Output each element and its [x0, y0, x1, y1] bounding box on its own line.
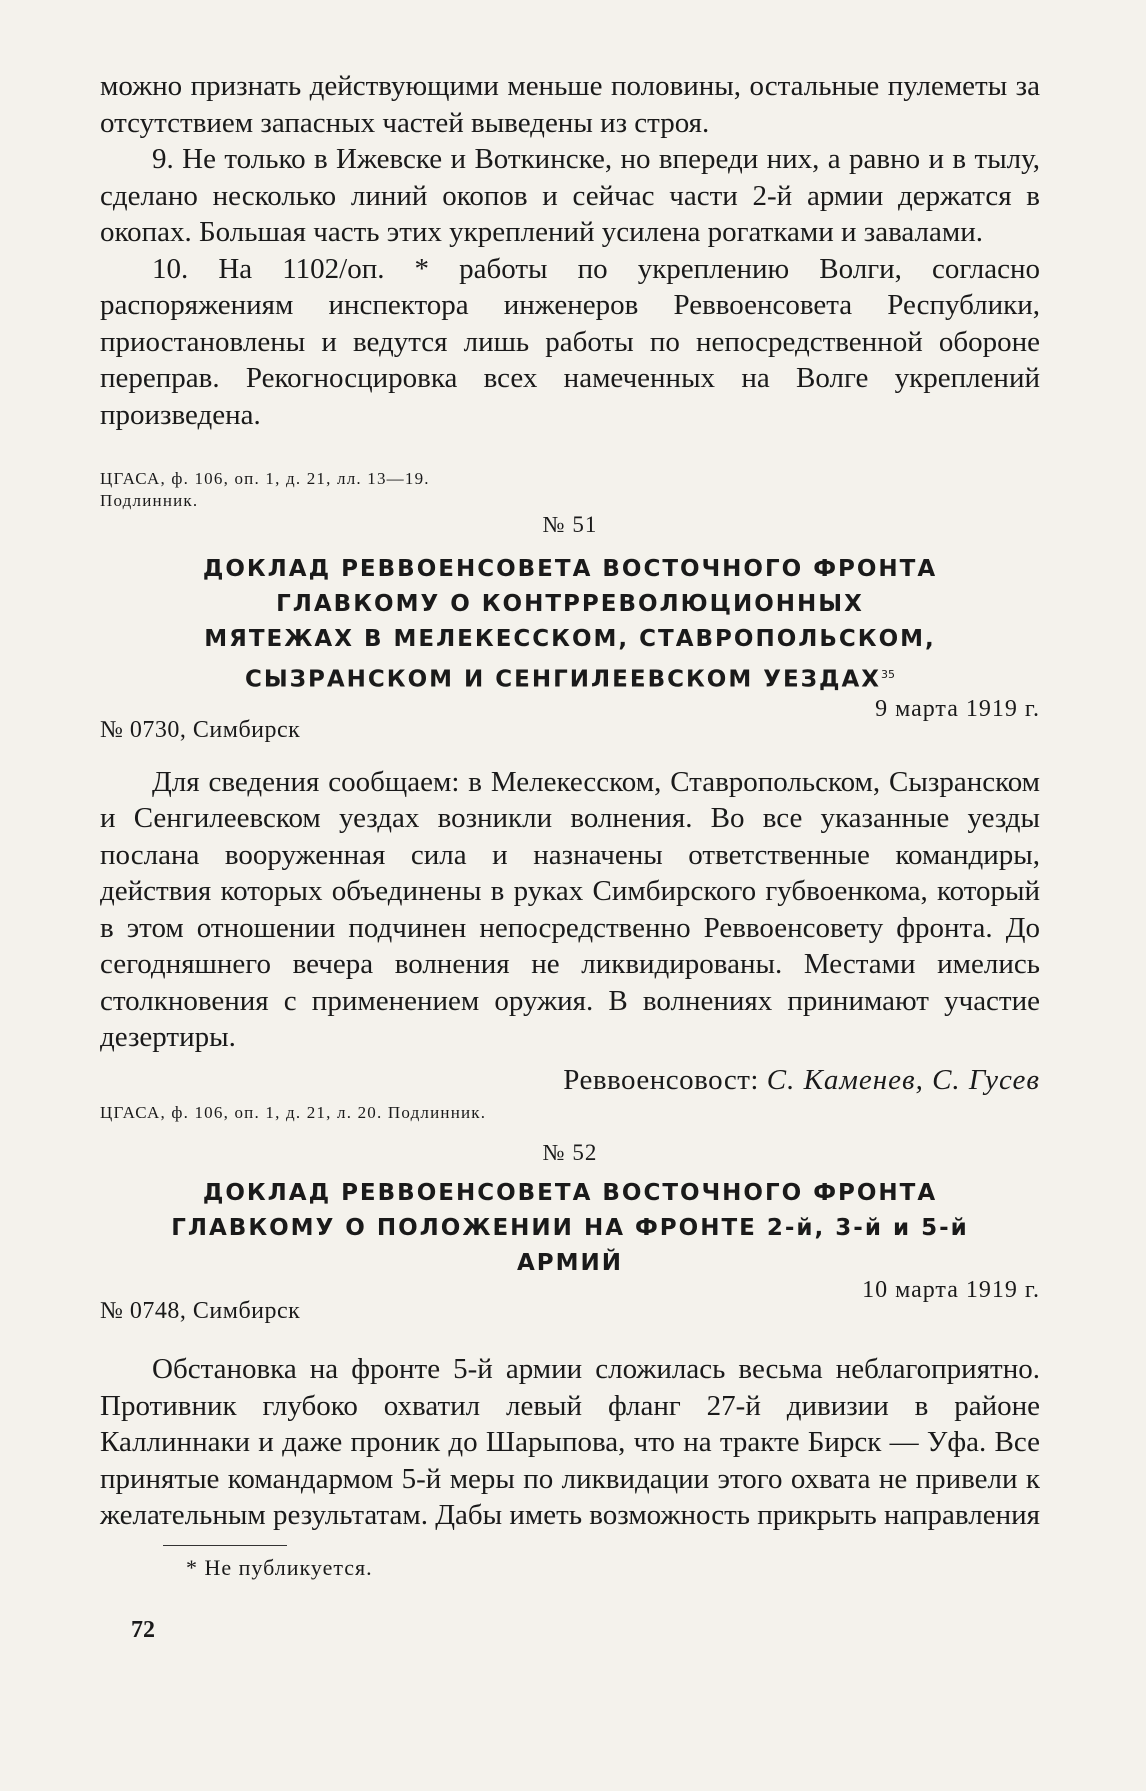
- footnote-ref: 35: [881, 668, 896, 681]
- doc-body: Для сведения сообщаем: в Мелекесском, Ставропольском, Сызранском и Сенгилеевском уездах возникли волнения. Во все указанные уезды послана вооруженная сила и назначены ответственные командиры, действия которых объединены в руках Симбирского губвоенкома, который в этом отношении подчинен непосредственно Реввоенсовету фронта. До сегодняшнего вечера волнения не ликвидированы. Местами имелись столкновения с применением оружия. В волнениях принимают участие дезертиры.: [100, 765, 1040, 1054]
- doc-title: ДОКЛАД РЕВВОЕНСОВЕТА ВОСТОЧНОГО ФРОНТА ГЛАВКОМУ О КОНТРРЕВОЛЮЦИОННЫХ МЯТЕЖАХ В МЕЛЕКЕССКОМ, СТАВРОПОЛЬСКОМ, СЫЗРАНСКОМ И СЕНГИЛЕЕВСКОМ УЕЗДАХ$^{35}$: [202, 556, 938, 693]
- doc-ref: № 0748, Симбирск: [100, 1298, 301, 1324]
- archive-note-2: ЦГАСА, ф. 106, оп. 1, д. 21, л. 20. Подлинник.: [100, 1103, 487, 1122]
- page-number: 72: [131, 1617, 155, 1643]
- signature-names: С. Каменев, С. Гусев: [766, 1063, 1040, 1096]
- doc-number: № 52: [542, 1140, 598, 1165]
- doc-51: [100, 512, 1040, 1097]
- doc-meta: [100, 1277, 1040, 1325]
- doc-date: 9 марта 1919 г.: [875, 695, 1040, 722]
- paragraph-10: 10. На 1102/оп. * работы по укреплению Волги, согласно распоряжениям инспектора инженеров Реввоенсовета Республики, приостановлены и ведутся лишь работы по непосредственной обороне переправ. Рекогносцировка всех намеченных на Волге укреплений произведена.: [100, 252, 1040, 431]
- doc-date: 10 марта 1919 г.: [862, 1277, 1040, 1303]
- archive-note-1: ЦГАСА, ф. 106, оп. 1, д. 21, лл. 13—19. Подлинник.: [100, 469, 430, 510]
- signature-label: Реввоенсовост:: [563, 1063, 759, 1096]
- footnote: * Не публикуется.: [186, 1555, 373, 1580]
- doc-52: [100, 1140, 1040, 1534]
- continued-section: [100, 68, 1040, 433]
- paragraph-9: 9. Не только в Ижевске и Воткинске, но впереди них, а равно и в тылу, сделано несколько линий окопов и сейчас части 2-й армии держатся в окопах. Большая часть этих укреплений усилена рогатками и завалами.: [100, 143, 1040, 248]
- doc-meta: [100, 695, 1040, 744]
- doc-ref: № 0730, Симбирск: [100, 716, 301, 743]
- footnote-divider: [163, 1545, 287, 1546]
- doc-title: ДОКЛАД РЕВВОЕНСОВЕТА ВОСТОЧНОГО ФРОНТА ГЛАВКОМУ О ПОЛОЖЕНИИ НА ФРОНТЕ 2-й, 3-й и 5-й АРМИЙ: [171, 1180, 969, 1276]
- continued-paragraph: можно признать действующими меньше половины, остальные пулеметы за отсутствием запасных частей выведены из строя.: [100, 70, 1040, 139]
- doc-number: № 51: [542, 512, 598, 537]
- doc-body: Обстановка на фронте 5-й армии сложилась весьма неблагоприятно. Противник глубоко охватил левый фланг 27-й дивизии в районе Каллиннаки и даже проник до Шарыпова, что на тракте Бирск — Уфа. Все принятые командармом 5-й меры по ликвидации этого охвата не привели к желательным результатам. Дабы иметь возможность прикрыть направления: [100, 1353, 1040, 1531]
- signature: [100, 1064, 1040, 1097]
